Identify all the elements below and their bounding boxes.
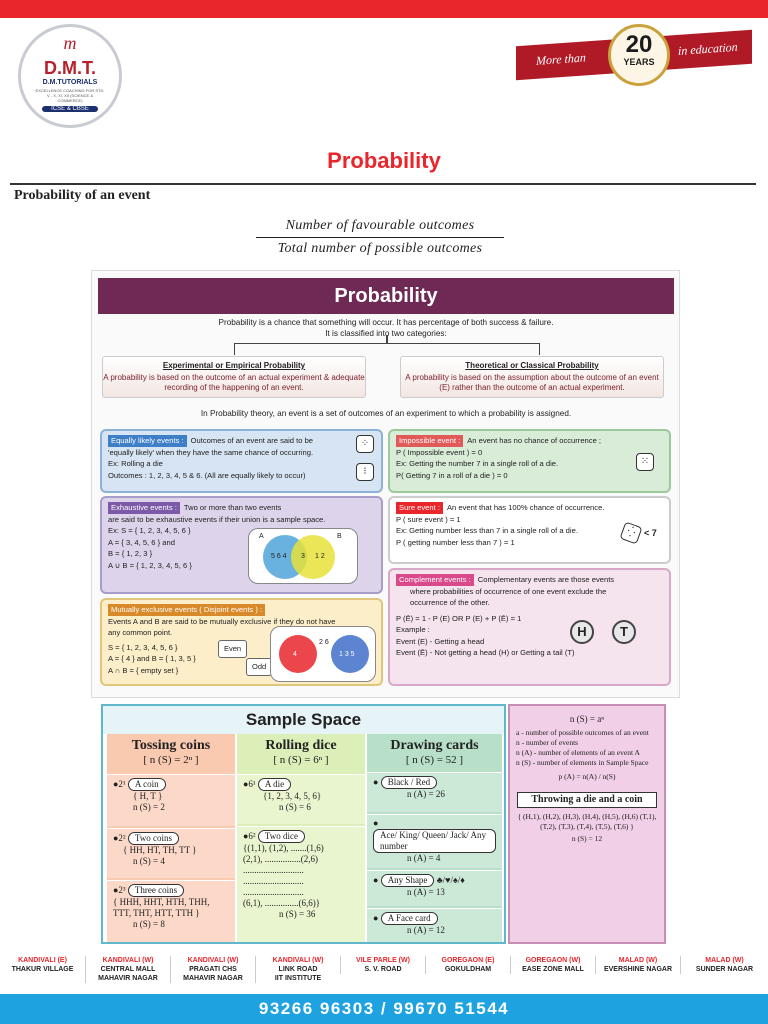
formula-numerator: Number of favourable outcomes [285, 218, 475, 233]
complement-line-2: where probabilities of occurrence of one event exclude the [410, 586, 607, 596]
branch-location: LINK ROAD [278, 966, 318, 973]
power-label: ●2³ [113, 885, 126, 895]
equally-likely-box [100, 429, 383, 493]
die-and-coin-count: n (S) = 12 [571, 834, 603, 843]
impossible-event-box [388, 429, 671, 493]
impossible-line-1: An event has no chance of occurrence ; [467, 436, 602, 445]
category-theoretical-desc: A probability is based on the assumption about the outcome of an event (E) rather than the outcome of an actual experiment. [405, 373, 659, 392]
branch-item [425, 956, 510, 974]
mutually-exclusive-line-5: A ∩ B = { empty set } [108, 665, 179, 675]
case-set-line: ........................... [243, 887, 304, 897]
branch-area: KANDIVALI (W) [272, 957, 324, 964]
formula-denominator: Total number of possible outcomes [277, 241, 483, 256]
branch-location: THAKUR VILLAGE [11, 966, 74, 973]
case-count: n (S) = 4 [133, 856, 165, 866]
drawing-cards-formula: [ n (S) = 52 ] [405, 754, 464, 766]
case-count: n (A) = 13 [407, 887, 445, 897]
case-count: n (A) = 4 [407, 853, 441, 863]
impossible-line-2: P ( Impossible event ) = 0 [396, 447, 483, 457]
coin-case-1 [107, 774, 235, 826]
branch-area: VILE PARLE (W) [356, 957, 410, 964]
title-divider [10, 183, 756, 185]
odd-label: Odd [246, 658, 272, 676]
die-icon: ⁝ [356, 463, 374, 481]
notes-formula: n (S) = aⁿ [569, 714, 605, 724]
venn-values-outside: 2 6 [319, 639, 329, 646]
rolling-dice-column [237, 734, 365, 942]
years-badge [608, 24, 670, 86]
category-experimental [102, 356, 366, 398]
complement-line-5: Example : [396, 625, 430, 634]
branch-location: EVERSHINE NAGAR [603, 966, 673, 973]
branch-stem [386, 335, 388, 343]
branch-item [0, 956, 85, 974]
branch-location: EASE ZONE MALL [522, 966, 584, 973]
branch-area: KANDIVALI (E) [18, 957, 67, 964]
logo-mark: m [63, 33, 77, 53]
drawing-cards-column [367, 734, 502, 942]
case-pill: Two dice [258, 830, 305, 843]
die-icon: ⁛ [619, 521, 642, 544]
case-count: n (S) = 36 [279, 909, 316, 919]
intro-line-1: Probability is a chance that something will occur. It has percentage of both success & failure. [218, 318, 554, 327]
complement-events-box [388, 568, 671, 686]
branch-item [340, 956, 425, 974]
branch-area: KANDIVALI (W) [102, 957, 154, 964]
power-label: ●6² [243, 831, 256, 841]
die-icon: ⁘ [356, 435, 374, 453]
mutually-exclusive-line-3: S = { 1, 2, 3, 4, 5, 6 } [108, 642, 178, 652]
case-count: n (A) = 12 [407, 925, 445, 935]
branch-item [595, 956, 680, 974]
branch-location: MAHAVIR NAGAR [183, 975, 243, 982]
venn-values-b: 1 3 5 [339, 651, 355, 658]
branch-item [680, 956, 768, 974]
complement-line-6: Event (E) - Getting a head [396, 636, 485, 646]
rolling-dice-heading: Rolling dice [265, 738, 337, 753]
exhaustive-line-1: Two or more than two events [183, 503, 282, 512]
complement-line-3: occurrence of the other. [410, 598, 490, 607]
die-and-coin-set: { (H,1), (H,2), (H,3), (H,4), (H,5), (H,6) (T,1), (T,2), (T,3), (T,4), (T,5), (T,6) } [517, 812, 657, 831]
die-and-coin-heading: Throwing a die and a coin [517, 792, 657, 808]
branch-area: GOREGAON (E) [441, 957, 495, 964]
coin-heads-icon: H [570, 620, 594, 644]
branch-location: GOKULDHAM [444, 966, 492, 973]
probability-poster [91, 270, 680, 698]
branch-location: MAHAVIR NAGAR [98, 975, 158, 982]
power-label: ●2¹ [113, 779, 126, 789]
sample-space-notes [508, 704, 666, 944]
exhaustive-line-4: A = { 3, 4, 5, 6 } and [108, 537, 175, 547]
intro-line-2: It is classified into two categories: [325, 329, 447, 338]
impossible-tag: Impossible event : [396, 435, 463, 447]
venn-diagram-disjoint [270, 626, 376, 682]
mutually-exclusive-line-2: any common point. [108, 628, 173, 637]
die-icon: ⁙ [636, 453, 654, 471]
notes-line: n (S) - number of elements in Sample Space [516, 758, 649, 767]
branch-item [255, 956, 340, 983]
case-pill: A coin [128, 778, 166, 791]
equally-likely-line-2: 'equally likely' when they have the same chance of occurring. [108, 447, 314, 457]
sample-space-heading: Sample Space [103, 706, 504, 734]
anniversary-ribbon [516, 24, 752, 80]
case-set: { HHH, HHT, HTH, THH, TTT, THT, HTT, TTH } [113, 897, 210, 918]
case-pill: Two coins [128, 832, 179, 845]
case-set: {1, 2, 3, 4, 5, 6} [263, 791, 322, 801]
ribbon-left-text: More than [536, 50, 586, 68]
tossing-coins-heading: Tossing coins [131, 738, 211, 753]
badge-years: YEARS [623, 57, 655, 67]
sure-line-1: An event that has 100% chance of occurrence. [446, 503, 605, 512]
exhaustive-line-2: are said to be exhaustive events if their union is a sample space. [108, 514, 326, 524]
case-count: n (A) = 26 [407, 789, 445, 799]
equally-likely-tag: Equally likely events : [108, 435, 187, 447]
sure-event-box [388, 496, 671, 564]
mutually-exclusive-tag: Mutually exclusive events ( Disjoint events ) : [108, 604, 265, 616]
venn-diagram-exhaustive [248, 528, 358, 584]
branch-location: CENTRAL MALL [100, 966, 156, 973]
exhaustive-line-6: A ∪ B = { 1, 2, 3, 4, 5, 6 } [108, 560, 192, 570]
case-pill: Any Shape [381, 874, 435, 887]
badge-number: 20 [625, 31, 653, 58]
venn-values-ab: 3 [301, 553, 305, 560]
sure-line-3: Ex: Getting number less than 7 in a single roll of a die. [396, 526, 578, 535]
impossible-line-4: P( Getting 7 in a roll of a die ) = 0 [396, 470, 508, 480]
category-theoretical-heading: Theoretical or Classical Probability [465, 361, 599, 370]
category-experimental-heading: Experimental or Empirical Probability [162, 361, 306, 370]
tossing-coins-formula: [ n (S) = 2ⁿ ] [143, 754, 199, 766]
branch-item [510, 956, 595, 974]
sure-tag: Sure event : [396, 502, 443, 514]
complement-line-1: Complementary events are those events [477, 575, 615, 584]
fraction-bar [256, 237, 504, 238]
branch-footer [0, 956, 768, 992]
card-suits-icon: ♣/♥/♠/♦ [436, 875, 465, 885]
equally-likely-line-1: Outcomes of an event are said to be [190, 436, 314, 445]
cards-case-3: ● Any Shape ♣/♥/♠/♦ n (A) = 13 [367, 870, 502, 906]
case-set-line: (6,1), ...............(6,6)} [243, 898, 321, 908]
complement-line-4: P (Ē) = 1 - P (E) OR P (E) + P (Ē) = 1 [396, 613, 522, 623]
case-set-line: {(1,1), (1,2), .......(1,6) [243, 843, 324, 853]
case-count: n (S) = 8 [133, 919, 165, 929]
venn-values-b: 1 2 [315, 553, 325, 560]
case-set: { HH, HT, TH, TT } [123, 845, 197, 855]
branch-item [85, 956, 170, 983]
brand-subname: D.M.TUTORIALS [42, 79, 98, 86]
venn-label-b: B [337, 533, 342, 540]
sure-line-4: P ( getting number less than 7 ) = 1 [396, 537, 515, 547]
sure-line-2: P ( sure event ) = 1 [396, 514, 461, 524]
coin-tails-icon: T [612, 620, 636, 644]
notes-line: n - number of events [516, 738, 579, 747]
branch-location: PRAGATI CHS [189, 966, 237, 973]
even-label: Even [218, 640, 247, 658]
brand-name: D.M.T. [44, 58, 96, 78]
branch-area: MALAD (W) [705, 957, 744, 964]
venn-circle-a [279, 635, 317, 673]
cards-case-2: ● Ace/ King/ Queen/ Jack/ Any number n (A) = 4 [367, 814, 502, 868]
case-set-line: ........................... [243, 865, 304, 875]
exhaustive-line-3: Ex: S = { 1, 2, 3, 4, 5, 6 } [108, 526, 191, 535]
branch-location: S. V. ROAD [364, 966, 402, 973]
exhaustive-events-box [100, 496, 383, 594]
branch-area: GOREGAON (W) [525, 957, 581, 964]
cards-case-4: ● A Face card n (A) = 12 [367, 908, 502, 942]
case-pill: Three coins [128, 884, 184, 897]
power-label: ●6¹ [243, 779, 256, 789]
event-definition: In Probability theory, an event is a set of outcomes of an experiment to which a probability is assigned. [200, 409, 572, 418]
equally-likely-line-3: Ex: Rolling a die [108, 459, 163, 468]
poster-heading: Probability [98, 278, 674, 314]
top-bar [0, 0, 768, 18]
exhaustive-line-5: B = { 1, 2, 3 } [108, 549, 153, 558]
rolling-dice-formula: [ n (S) = 6ⁿ ] [273, 754, 329, 766]
equally-likely-line-4: Outcomes : 1, 2, 3, 4, 5 & 6. (All are equally likely to occur) [108, 470, 306, 480]
board-label: ICSE & CBSE [42, 106, 98, 112]
venn-label-a: A [259, 533, 264, 540]
exhaustive-tag: Exhaustive events : [108, 502, 180, 514]
phone-numbers[interactable]: 93266 96303 / 99670 51544 [0, 994, 768, 1024]
case-set-line: (2,1), ................(2,6) [243, 854, 318, 864]
impossible-line-3: Ex: Getting the number 7 in a single roll of a die. [396, 459, 559, 468]
case-pill: A die [258, 778, 291, 791]
notes-line: a - number of possible outcomes of an event [516, 728, 649, 737]
sample-space-panel [101, 704, 506, 944]
ribbon-right-text: in education [678, 39, 738, 58]
dice-case-1 [237, 774, 365, 824]
case-set: { H, T } [133, 791, 163, 801]
mutually-exclusive-line-4: A = { 4 } and B = { 1, 3, 5 } [108, 654, 196, 663]
case-pill: A Face card [381, 912, 438, 925]
case-count: n (S) = 2 [133, 802, 165, 812]
mutually-exclusive-line-1: Events A and B are said to be mutually exclusive if they do not have [108, 616, 336, 626]
drawing-cards-heading: Drawing cards [390, 738, 479, 753]
tossing-coins-column [107, 734, 235, 942]
branch-location: SUNDER NAGAR [695, 966, 754, 973]
less-than-seven-label: < 7 [644, 528, 657, 538]
notes-line: n (A) - number of elements of an event A [516, 748, 640, 757]
case-count: n (S) = 6 [279, 802, 311, 812]
category-theoretical [400, 356, 664, 398]
branch-area: MALAD (W) [618, 957, 658, 964]
branch-area: KANDIVALI (W) [187, 957, 239, 964]
brand-tagline: EXCELLENCE COACHING FOR STD. V - X, XI, XII (SCIENCE & COMMERCE) [35, 88, 105, 103]
probability-formula [250, 218, 510, 257]
complement-line-7: Event (Ē) - Not getting a head (H) or Getting a tail (T) [396, 648, 575, 657]
cards-case-1: ● Black / Red n (A) = 26 [367, 772, 502, 812]
notes-probability-formula: p (A) = n(A) / n(S) [558, 772, 616, 781]
section-subtitle: Probability of an event [14, 188, 151, 203]
venn-values-a: 4 [293, 651, 297, 658]
dice-case-2 [237, 826, 365, 942]
category-branch [234, 343, 540, 355]
branch-item [170, 956, 255, 983]
category-experimental-desc: A probability is based on the outcome of an actual experiment & adequate recording of the happening of an event. [103, 373, 365, 392]
coin-case-3 [107, 880, 235, 942]
venn-circle-b [291, 535, 335, 579]
venn-values-a: 5 6 4 [271, 553, 287, 560]
page-title: Probability [327, 148, 441, 173]
case-pill: Ace/ King/ Queen/ Jack/ Any number [373, 829, 496, 853]
case-set-line: ........................... [243, 876, 304, 886]
coin-case-2 [107, 828, 235, 878]
case-pill: Black / Red [381, 776, 438, 789]
power-label: ●2² [113, 833, 126, 843]
complement-tag: Complement events : [396, 574, 474, 586]
mutually-exclusive-box [100, 598, 383, 686]
dmt-logo [18, 24, 122, 128]
branch-location: IIT INSTITUTE [274, 975, 322, 982]
